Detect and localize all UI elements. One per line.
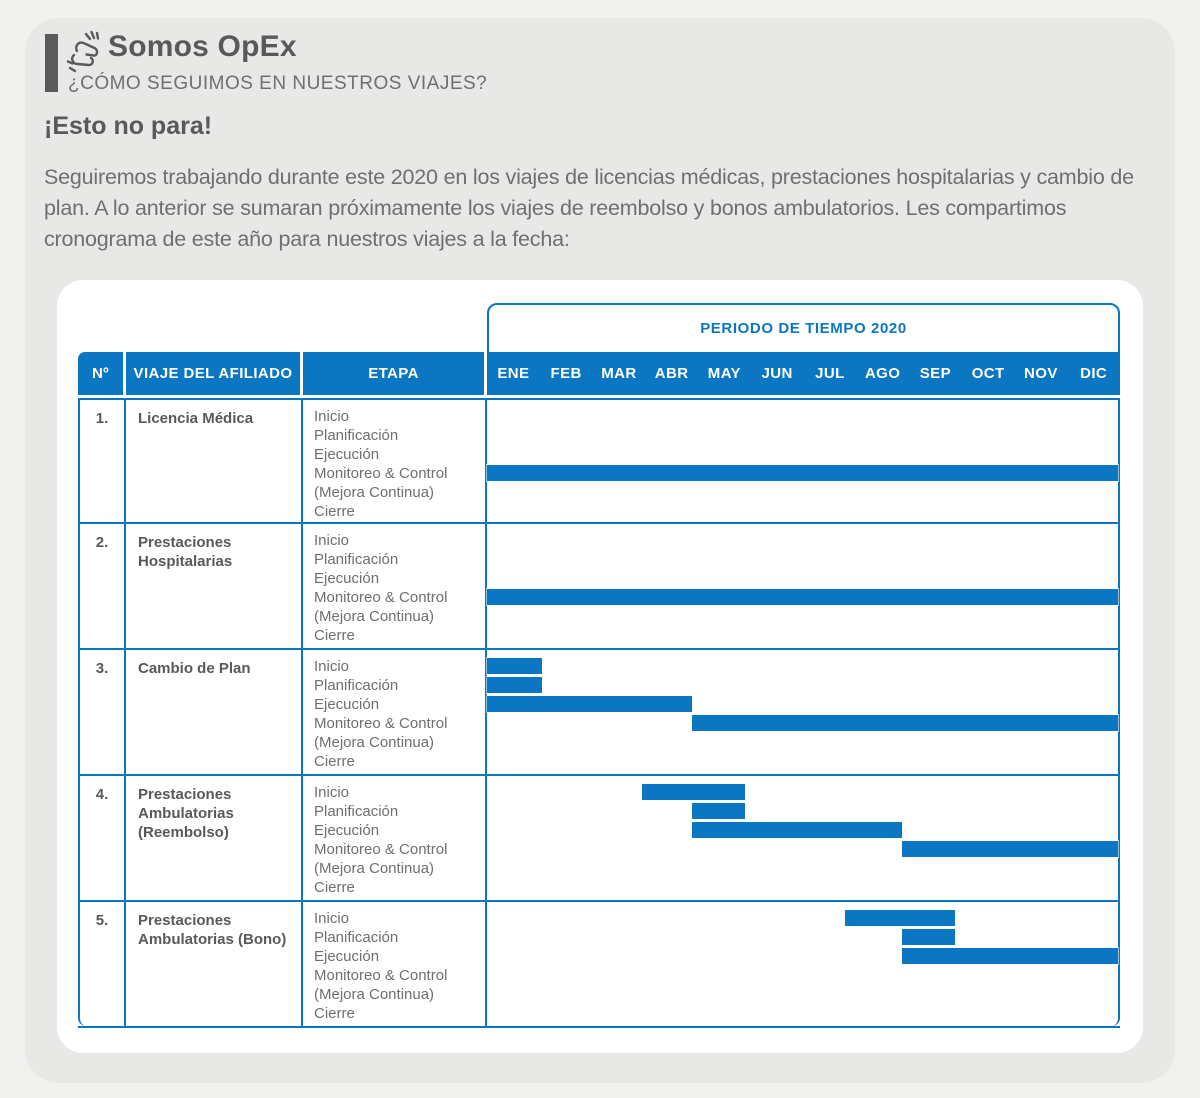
gantt-row — [78, 398, 1120, 524]
row-number: 1. — [78, 400, 126, 522]
journey-name: Prestaciones Ambulatorias (Reembolso) — [126, 776, 303, 900]
journey-name: Prestaciones Hospitalarias — [126, 524, 303, 648]
stage-label: Monitoreo & Control — [314, 715, 448, 732]
brand-title: Somos OpEx — [108, 30, 297, 63]
gantt-bar — [487, 677, 542, 693]
stage-label: Cierre — [314, 503, 355, 520]
headline: ¡Esto no para! — [44, 112, 213, 140]
stage-label: Ejecución — [314, 570, 380, 587]
gantt-bar — [902, 948, 1118, 964]
column-header-num: Nº — [78, 352, 126, 395]
stage-label: Cierre — [314, 879, 355, 896]
gantt-row — [78, 650, 1120, 776]
gantt-bar — [692, 715, 1118, 731]
intro-paragraph: Seguiremos trabajando durante este 2020 en los viajes de licencias médicas, prestaciones hospitalarias y cambio de plan. A lo anterior se sumaran próximamente los viajes de reembolso y bonos ambulatorios. Les compartimos cronograma de este año para nuestros viajes a la fecha: — [44, 165, 1134, 251]
stage-list — [303, 524, 487, 648]
stage-label: Inicio — [314, 784, 350, 801]
stage-list — [303, 650, 487, 774]
gantt-bar — [902, 929, 955, 945]
gantt-table — [78, 352, 1120, 1028]
month-label: OCT — [971, 365, 1005, 382]
gantt-card — [57, 280, 1143, 1053]
stage-label: Planificación — [314, 929, 399, 946]
stage-label: Inicio — [314, 532, 350, 549]
handshake-icon — [64, 30, 104, 76]
stage-label: Cierre — [314, 627, 355, 644]
stage-label: Inicio — [314, 910, 350, 927]
stage-label: (Mejora Continua) — [314, 860, 435, 877]
gantt-bar — [487, 696, 692, 712]
stage-label: Ejecución — [314, 822, 380, 839]
gantt-bar — [692, 803, 745, 819]
gantt-row — [78, 524, 1120, 650]
gantt-bar — [487, 658, 542, 674]
gantt-bar — [642, 784, 745, 800]
row-number: 3. — [78, 650, 126, 774]
stage-label: Planificación — [314, 427, 399, 444]
row-timeline — [487, 776, 1120, 900]
stage-label: (Mejora Continua) — [314, 608, 435, 625]
stage-list — [303, 776, 487, 900]
month-label: DIC — [1080, 365, 1108, 382]
months-header — [487, 352, 1120, 395]
gantt-header-row — [78, 352, 1120, 395]
brand-subtitle: ¿CÓMO SEGUIMOS EN NUESTROS VIAJES? — [68, 73, 488, 94]
month-label: JUN — [761, 365, 793, 382]
gantt-bar — [692, 822, 902, 838]
gantt-bar — [845, 910, 955, 926]
row-number: 2. — [78, 524, 126, 648]
gantt-bar — [902, 841, 1118, 857]
column-header-journey: VIAJE DEL AFILIADO — [126, 352, 303, 395]
journey-name: Licencia Médica — [126, 400, 303, 522]
row-timeline — [487, 650, 1120, 774]
stage-label: Ejecución — [314, 696, 380, 713]
accent-bar — [45, 34, 58, 92]
stage-label: (Mejora Continua) — [314, 734, 435, 751]
stage-label: Cierre — [314, 753, 355, 770]
gantt-row — [78, 902, 1120, 1028]
stage-label: Monitoreo & Control — [314, 841, 448, 858]
month-label: NOV — [1024, 365, 1058, 382]
stage-label: Planificación — [314, 551, 399, 568]
month-label: FEB — [550, 365, 582, 382]
stage-label: Inicio — [314, 408, 350, 425]
row-timeline — [487, 524, 1120, 648]
stage-label: Monitoreo & Control — [314, 967, 448, 984]
month-label: JUL — [815, 365, 845, 382]
stage-label: Cierre — [314, 1005, 355, 1022]
gantt-period-title: PERIODO DE TIEMPO 2020 — [487, 303, 1120, 354]
stage-label: Ejecución — [314, 948, 380, 965]
gantt-body — [78, 398, 1120, 1028]
stage-label: Ejecución — [314, 446, 380, 463]
journey-name: Prestaciones Ambulatorias (Bono) — [126, 902, 303, 1026]
journey-name: Cambio de Plan — [126, 650, 303, 774]
month-label: AGO — [864, 365, 901, 382]
row-number: 4. — [78, 776, 126, 900]
gantt-bar — [487, 465, 1118, 481]
gantt-row — [78, 776, 1120, 902]
month-label: ABR — [654, 365, 689, 382]
stage-label: (Mejora Continua) — [314, 484, 435, 501]
month-label: MAY — [707, 365, 741, 382]
stage-label: (Mejora Continua) — [314, 986, 435, 1003]
stage-list — [303, 902, 487, 1026]
row-timeline — [487, 400, 1120, 522]
column-header-stage: ETAPA — [303, 352, 487, 395]
stage-label: Planificación — [314, 677, 399, 694]
month-label: SEP — [919, 365, 951, 382]
stage-label: Planificación — [314, 803, 399, 820]
row-number: 5. — [78, 902, 126, 1026]
row-timeline — [487, 902, 1120, 1026]
stage-label: Inicio — [314, 658, 350, 675]
stage-label: Monitoreo & Control — [314, 465, 448, 482]
stage-label: Monitoreo & Control — [314, 589, 448, 606]
stage-list — [303, 400, 487, 522]
gantt-bar — [487, 589, 1118, 605]
month-label: MAR — [601, 365, 637, 382]
month-label: ENE — [497, 365, 530, 382]
